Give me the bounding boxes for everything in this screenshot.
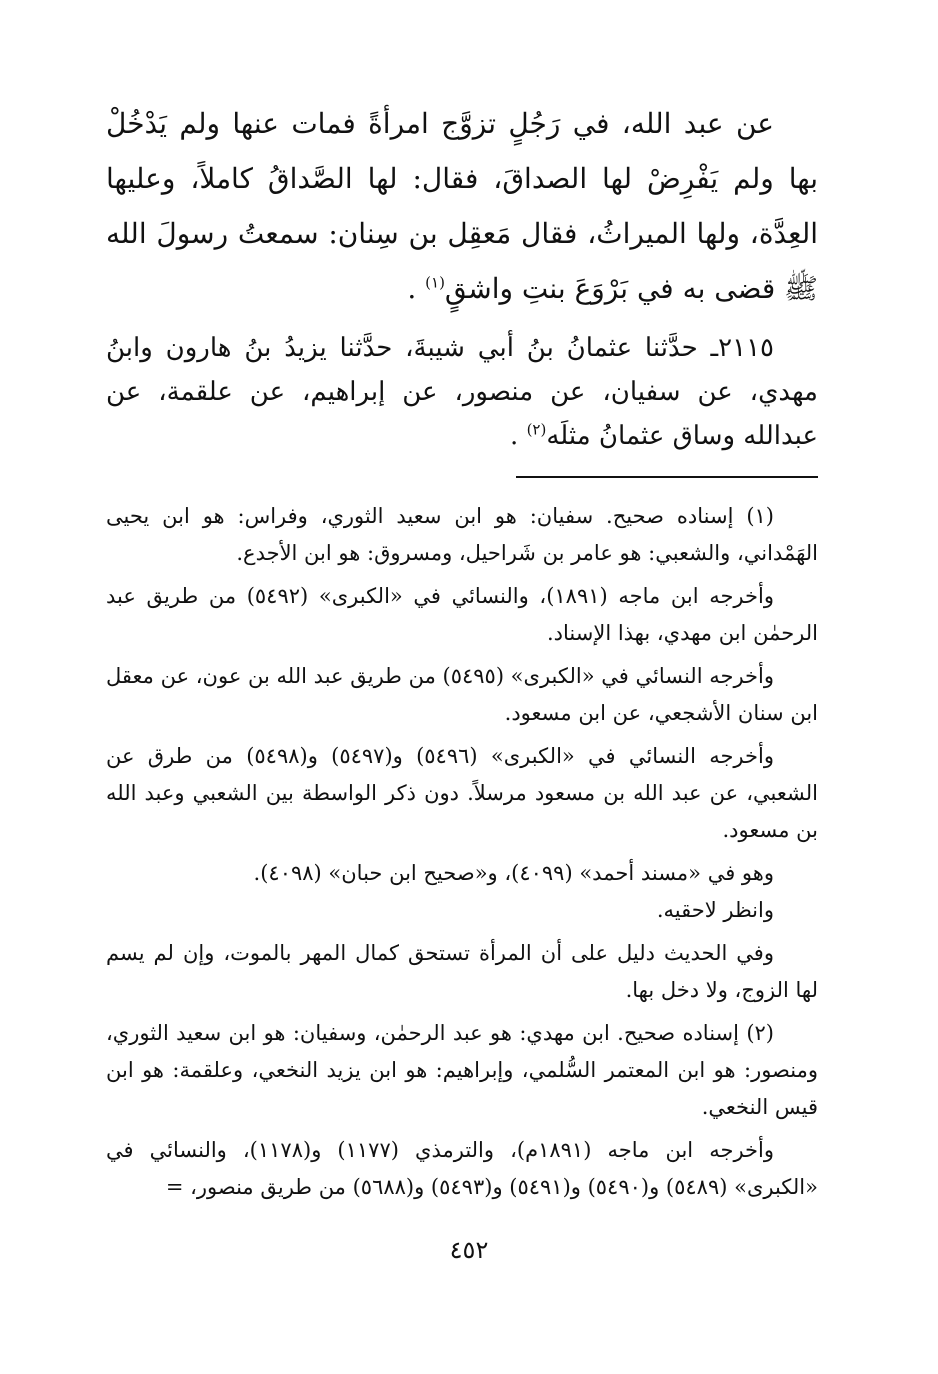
hadith-text-continuation: [106, 96, 818, 316]
footnote-paragraph: وأخرجه ابن ماجه (١٨٩١م)، والترمذي (١١٧٧) و(١١٧٨)، والنسائي في «الكبرى» (٥٤٨٩) و(٥٤٩٠) و(٥٤٩١) و(٥٤٩٣) و(٥٦٨٨) من طريق منصور، =: [106, 1138, 818, 1199]
page-number: ٤٥٢: [449, 1236, 489, 1264]
footnote-paragraph: وهو في «مسند أحمد» (٤٠٩٩)، و«صحيح ابن حبان» (٤٠٩٨).: [253, 861, 774, 885]
hadith-2115: [106, 326, 818, 458]
footnote-2: (٢) إسناده صحيح. ابن مهدي: هو عبد الرحمٰن، وسفيان: هو ابن سعيد الثوري، ومنصور: هو ابن المعتمر السُّلمي، وإبراهيم: هو ابن يزيد النخعي، وعلقمة: هو ابن قيس النخعي.: [106, 1021, 818, 1119]
footnote-1: (١) إسناده صحيح. سفيان: هو ابن سعيد الثوري، وفراس: هو ابن يحيى الهَمْداني، والشعبي: هو عامر بن شَراحيل، ومسروق: هو ابن الأجدع.: [106, 504, 818, 565]
hadith-text: عن عبد الله، في رَجُلٍ تزوَّج امرأةً فمات عنها ولم يَدْخُلْ بها ولم يَفْرِضْ لها الصداقَ، فقال: لها الصَّداقُ كاملاً، وعليها العِدَّة، ولها الميراثُ، فقال مَعقِل بن سِنان: سمعتُ رسولَ الله ﷺ قضى به في بَرْوَعَ بنتِ واشقٍ: [106, 107, 818, 305]
page-content: [106, 96, 818, 1212]
footnote-ref-1: (١): [425, 273, 445, 292]
footnote-paragraph: وأخرجه النسائي في «الكبرى» (٥٤٩٥) من طريق عبد الله بن عون، عن معقل ابن سنان الأشجعي، عن ابن مسعود.: [106, 664, 818, 725]
footnote-ref-2: (٢): [526, 420, 547, 439]
footnote-paragraph: وأخرجه النسائي في «الكبرى» (٥٤٩٦) و(٥٤٩٧) و(٥٤٩٨) من طرق عن الشعبي، عن عبد الله بن مسعود مرسلاً. دون ذكر الواسطة بين الشعبي وعبد الله بن مسعود.: [106, 744, 818, 842]
footnote-paragraph: وفي الحديث دليل على أن المرأة تستحق كمال المهر بالموت، وإن لم يسم لها الزوج، ولا دخل بها.: [106, 941, 818, 1002]
footnotes: [106, 498, 818, 1206]
sentence-end: .: [510, 421, 527, 451]
main-text: [106, 96, 818, 458]
hadith-text: ٢١١٥ـ حدَّثنا عثمانُ بنُ أبي شيبةَ، حدَّثنا يزيدُ بنُ هارون وابنُ مهدي، عن سفيان، عن منصور، عن إبراهيم، عن علقمة، عن عبدالله وساق عثمانُ مثلَه: [106, 333, 818, 451]
footnote-paragraph: وأخرجه ابن ماجه (١٨٩١)، والنسائي في «الكبرى» (٥٤٩٢) من طريق عبد الرحمٰن ابن مهدي، بهذا الإسناد.: [106, 584, 818, 645]
sentence-end: .: [407, 272, 426, 305]
footnote-paragraph: وانظر لاحقيه.: [656, 898, 774, 922]
footnote-separator: [516, 476, 818, 478]
